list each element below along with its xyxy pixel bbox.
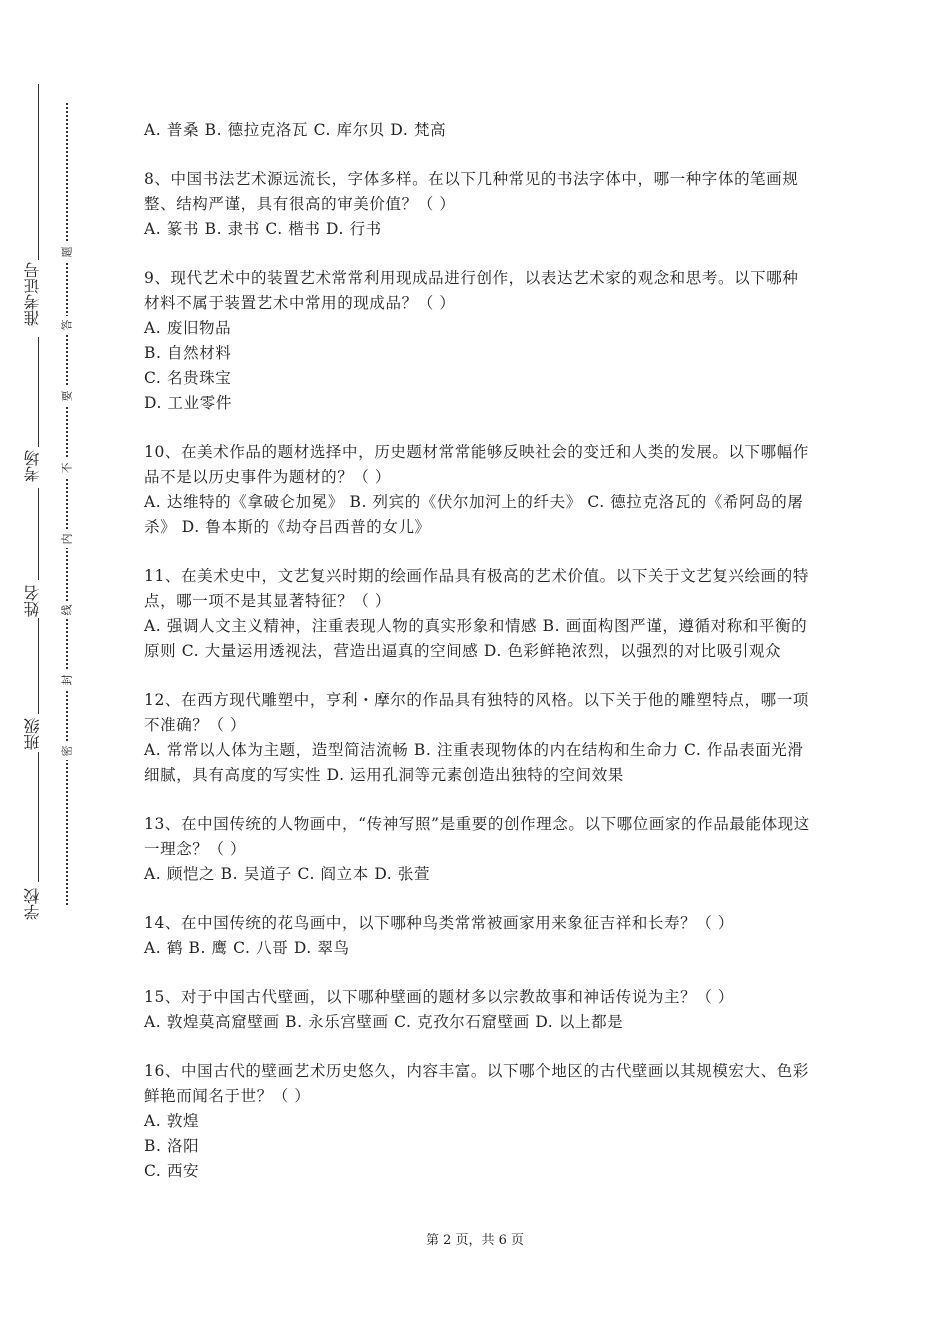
class-line (38, 618, 39, 714)
question-options: A. 达维特的《拿破仑加冕》 B. 列宾的《伏尔加河上的纤夫》 C. 德拉克洛瓦的《希阿岛的屠杀》 D. 鲁本斯的《劫夺吕西普的女儿》 (144, 493, 804, 536)
question-14 (144, 911, 810, 961)
seal-char: 内 (58, 530, 76, 548)
seal-char: 密 (58, 742, 76, 760)
option-d: D. 工业零件 (144, 394, 232, 412)
question-15 (144, 985, 810, 1035)
question-7-continued (144, 118, 810, 143)
question-10 (144, 440, 810, 540)
question-stem: 9、现代艺术中的装置艺术常常利用现成品进行创作，以表达艺术家的观念和思考。以下哪种材料不属于装置艺术中常用的现成品？（ ） (144, 269, 799, 312)
question-stem: 11、在美术史中，文艺复兴时期的绘画作品具有极高的艺术价值。以下关于文艺复兴绘画的特点，哪一项不是其显著特征？（ ） (144, 567, 809, 610)
seal-char: 题 (58, 243, 76, 261)
class-label: 班级 (23, 718, 42, 750)
school-label: 学校 (23, 888, 42, 920)
question-options: A. 普桑 B. 德拉克洛瓦 C. 库尔贝 D. 梵高 (144, 121, 447, 139)
question-9 (144, 266, 810, 416)
question-12 (144, 688, 810, 788)
option-c: C. 西安 (144, 1162, 200, 1180)
question-options: A. 强调人文主义精神，注重表现人物的真实形象和情感 B. 画面构图严谨，遵循对称和平衡的原则 C. 大量运用透视法，营造出逼真的空间感 D. 色彩鲜艳浓烈，以强烈的对比吸引观众 (144, 617, 808, 660)
question-stem: 12、在西方现代雕塑中，亨利・摩尔的作品具有独特的风格。以下关于他的雕塑特点，哪一项不准确？（ ） (144, 691, 809, 734)
question-stem: 8、中国书法艺术源远流长，字体多样。在以下几种常见的书法字体中，哪一种字体的笔画规整、结构严谨，具有很高的审美价值？（ ） (144, 170, 799, 213)
question-options: A. 顾恺之 B. 吴道子 C. 阎立本 D. 张萱 (144, 865, 431, 883)
question-stem: 13、在中国传统的人物画中，“传神写照”是重要的创作理念。以下哪位画家的作品最能体现这一理念？（ ） (144, 815, 810, 858)
binding-margin (0, 0, 100, 1344)
name-line (38, 488, 39, 580)
option-a: A. 废旧物品 (144, 319, 232, 337)
question-options: A. 常常以人体为主题，造型简洁流畅 B. 注重表现物体的内在结构和生命力 C. 作品表面光滑细腻，具有高度的写实性 D. 运用孔洞等元素创造出独特的空间效果 (144, 741, 804, 784)
question-options: A. 鹤 B. 鹰 C. 八哥 D. 翠鸟 (144, 939, 350, 957)
page-number: 第 2 页，共 6 页 (425, 1233, 525, 1248)
seal-char: 封 (58, 671, 76, 689)
question-stem: 15、对于中国古代壁画，以下哪种壁画的题材多以宗教故事和神话传说为主？（ ） (144, 988, 734, 1006)
question-list (144, 118, 810, 1208)
option-b: B. 自然材料 (144, 344, 232, 362)
question-stem: 16、中国古代的壁画艺术历史悠久，内容丰富。以下哪个地区的古代壁画以其规模宏大、色彩鲜艳而闻名于世？（ ） (144, 1062, 809, 1105)
school-line (38, 752, 39, 882)
seal-char: 线 (58, 601, 76, 619)
option-b: B. 洛阳 (144, 1137, 200, 1155)
exam-number-line (38, 84, 39, 260)
option-a: A. 敦煌 (144, 1112, 200, 1130)
question-8 (144, 167, 810, 242)
question-options: A. 篆书 B. 隶书 C. 楷书 D. 行书 (144, 220, 382, 238)
question-stem: 10、在美术作品的题材选择中，历史题材常常能够反映社会的变迁和人类的发展。以下哪幅作品不是以历史事件为题材的？（ ） (144, 443, 809, 486)
question-16 (144, 1059, 810, 1184)
name-label: 姓名 (23, 585, 42, 617)
question-options: A. 敦煌莫高窟壁画 B. 永乐宫壁画 C. 克孜尔石窟壁画 D. 以上都是 (144, 1013, 624, 1031)
question-stem: 14、在中国传统的花鸟画中，以下哪种鸟类常常被画家用来象征吉祥和长寿？（ ） (144, 914, 734, 932)
exam-room-label: 考场 (23, 450, 42, 482)
exam-number-label: 准考证号 (23, 262, 42, 326)
option-c: C. 名贵珠宝 (144, 369, 232, 387)
seal-char: 要 (58, 387, 76, 405)
question-11 (144, 564, 810, 664)
seal-char: 答 (58, 316, 76, 334)
seal-char: 不 (58, 459, 76, 477)
question-13 (144, 812, 810, 887)
seal-dotted-line (66, 103, 68, 905)
exam-room-line (38, 337, 39, 447)
